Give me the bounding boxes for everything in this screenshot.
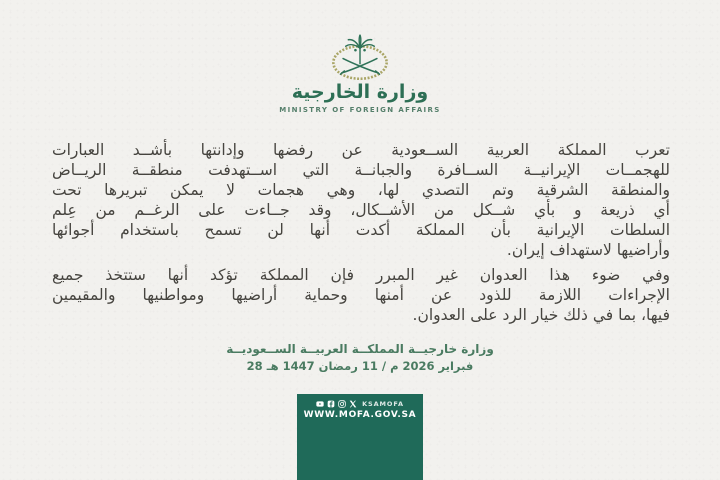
statement-line: الإجراءات اللازمة للذود عن أمنها وحماية أراضيها ومواطنيها والمقيمين <box>52 286 670 304</box>
x-icon <box>349 400 357 408</box>
instagram-icon <box>338 400 346 408</box>
ministry-english-title: MINISTRY OF FOREIGN AFFAIRS <box>279 106 441 114</box>
youtube-icon <box>316 400 324 408</box>
ministry-website: WWW.MOFA.GOV.SA <box>303 410 417 420</box>
statement-line: والمنطقة الشرقية وتم التصدي لها، وهي هجمات لا يمكن تبريرها تحت <box>52 181 670 199</box>
signature-date: 28 فبراير 2026 م / 11 رمضان 1447 هـ <box>246 359 474 373</box>
palm-and-swords-emblem-icon <box>319 30 401 82</box>
ministry-arabic-title: وزارة الخارجية <box>291 81 429 103</box>
statement-line: وأراضيها لاستهداف إيران. <box>506 241 670 259</box>
facebook-icon <box>327 400 335 408</box>
statement-paragraph-1 <box>52 140 670 260</box>
statement-line: تعرب المملكة العربية الســعودية عن رفضها وإدانتها بأشــد العبارات <box>52 141 670 159</box>
statement-paragraph-2 <box>52 265 670 325</box>
statement-line: وفي ضوء هذا العدوان غير المبرر فإن المملكة تؤكد أنها ستتخذ جميع <box>52 266 670 284</box>
statement-body <box>52 140 670 325</box>
statement-line: أي ذريعة و بأي شــكل من الأشــكال، وقد جــاءت على الرغــم من عِلم <box>52 201 670 219</box>
statement-line: السلطات الإيرانية بأن المملكة أكدت أنها لن تسمح باستخدام أجوائها <box>52 221 670 239</box>
statement-line: للهجمــات الإيرانيــة الســافرة والجبانــة التي اســتهدفت منطقــة الريــاض <box>52 161 670 179</box>
signature-ministry-name: وزارة خارجيــة المملكــة العربيــة الســعوديــة <box>226 342 494 356</box>
mofa-logo <box>0 30 720 114</box>
social-media-row <box>297 394 423 408</box>
signature-block <box>0 342 720 373</box>
social-handle: KSAMOFA <box>362 400 404 408</box>
footer-card <box>297 394 423 480</box>
statement-line: فيها، بما في ذلك خيار الرد على العدوان. <box>412 306 670 324</box>
